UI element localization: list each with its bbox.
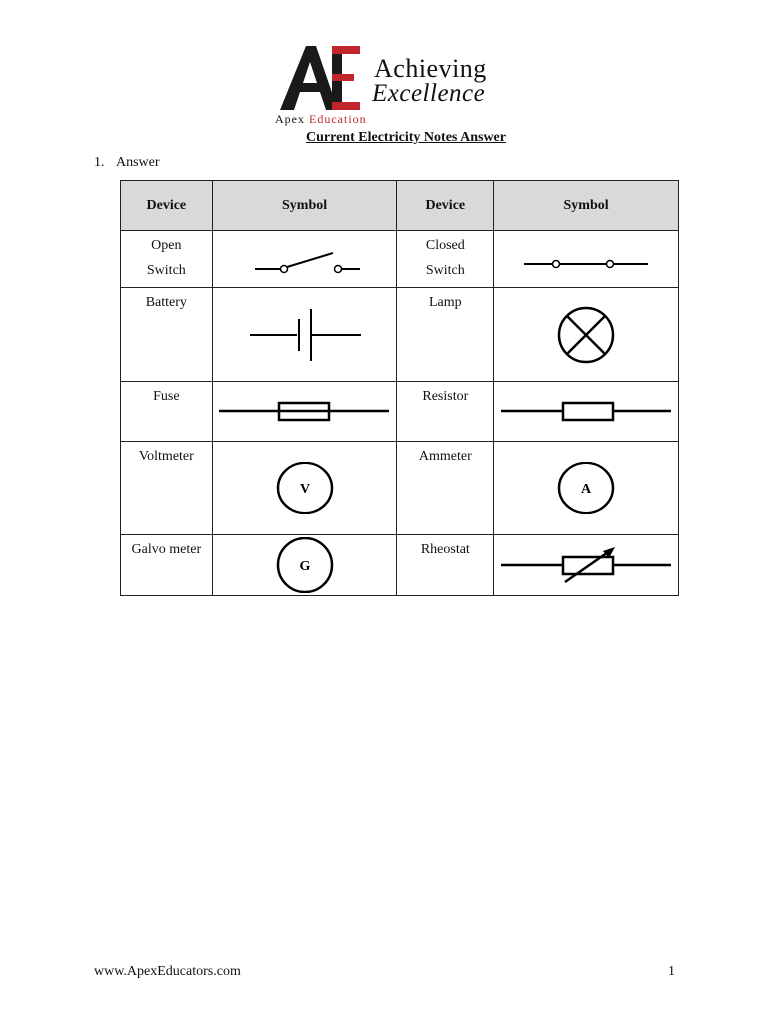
table-header-row bbox=[121, 181, 679, 231]
symbol-cell bbox=[494, 535, 679, 596]
device-name: Galvo meter bbox=[121, 535, 213, 596]
device-name: Battery bbox=[121, 288, 213, 382]
header-symbol-2: Symbol bbox=[494, 181, 679, 231]
table-row bbox=[121, 535, 679, 596]
logo-subtitle bbox=[275, 112, 367, 127]
symbol-cell bbox=[212, 442, 397, 535]
header-device-1: Device bbox=[121, 181, 213, 231]
symbol-cell bbox=[212, 382, 397, 442]
logo bbox=[272, 42, 502, 128]
logo-line-2: Excellence bbox=[372, 80, 486, 107]
device-name: Rheostat bbox=[397, 535, 494, 596]
symbols-table bbox=[120, 180, 679, 596]
rheostat-icon bbox=[499, 545, 674, 585]
header-symbol-1: Symbol bbox=[212, 181, 397, 231]
meter-letter: G bbox=[299, 559, 311, 574]
symbol-cell bbox=[212, 535, 397, 596]
open-switch-icon bbox=[245, 239, 365, 279]
symbol-cell bbox=[494, 231, 679, 288]
symbol-cell bbox=[494, 288, 679, 382]
footer-url: www.ApexEducators.com bbox=[94, 964, 241, 979]
symbol-cell bbox=[494, 382, 679, 442]
table-row bbox=[121, 288, 679, 382]
voltmeter-icon bbox=[275, 462, 335, 514]
symbol-cell bbox=[212, 231, 397, 288]
fuse-icon bbox=[217, 397, 392, 427]
table-row bbox=[121, 442, 679, 535]
symbol-cell bbox=[494, 442, 679, 535]
meter-letter: A bbox=[581, 482, 592, 497]
logo-line-1: Achieving bbox=[374, 54, 487, 83]
table-row bbox=[121, 231, 679, 288]
resistor-icon bbox=[499, 397, 674, 427]
battery-icon bbox=[245, 305, 365, 365]
table-row bbox=[121, 382, 679, 442]
lamp-icon bbox=[554, 303, 618, 367]
device-name: Voltmeter bbox=[121, 442, 213, 535]
ae-logo-mark-icon bbox=[276, 44, 368, 112]
header-device-2: Device bbox=[397, 181, 494, 231]
document-title: Current Electricity Notes Answer bbox=[306, 130, 506, 145]
device-name: Ammeter bbox=[397, 442, 494, 535]
logo-sub-apex: Apex bbox=[275, 112, 305, 126]
device-name: Closed Switch bbox=[397, 231, 494, 288]
meter-letter: V bbox=[299, 482, 310, 497]
galvanometer-icon bbox=[275, 537, 335, 593]
device-name: Fuse bbox=[121, 382, 213, 442]
closed-switch-icon bbox=[521, 239, 651, 279]
symbol-cell bbox=[212, 288, 397, 382]
page-number: 1 bbox=[668, 964, 675, 979]
logo-sub-education: Education bbox=[309, 112, 367, 126]
ammeter-icon bbox=[556, 462, 616, 514]
device-name: Resistor bbox=[397, 382, 494, 442]
device-name: Lamp bbox=[397, 288, 494, 382]
question-label: Answer bbox=[116, 155, 160, 170]
question-number: 1. bbox=[94, 155, 105, 170]
device-name: Open Switch bbox=[121, 231, 213, 288]
